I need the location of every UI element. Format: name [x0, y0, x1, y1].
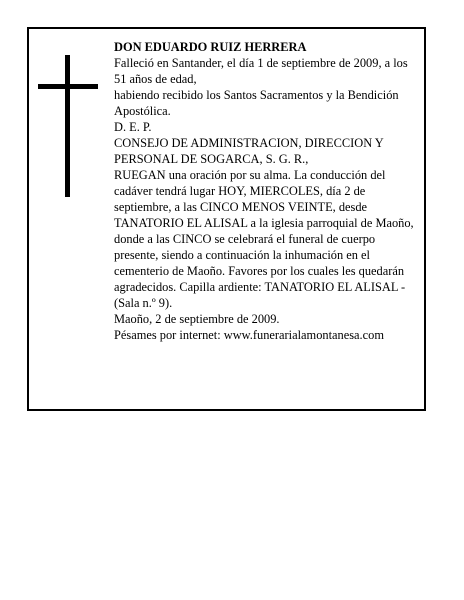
condolences-line: Pésames por internet: www.funerarialamontanesa.com: [114, 328, 384, 342]
obituary-text: [114, 39, 420, 343]
rip-text: D. E. P.: [114, 120, 152, 134]
company-name: CONSEJO DE ADMINISTRACION, DIRECCION Y PERSONAL DE SOGARCA, S. G. R.,: [114, 136, 384, 166]
cross-vertical-bar: [65, 55, 70, 197]
deceased-name: DON EDUARDO RUIZ HERRERA: [114, 40, 307, 54]
date-line: Maoño, 2 de septiembre de 2009.: [114, 312, 280, 326]
cross-icon: [38, 55, 98, 197]
cross-horizontal-bar: [38, 84, 98, 89]
death-info: Falleció en Santander, el día 1 de septiembre de 2009, a los 51 años de edad,: [114, 56, 408, 86]
sacraments-text: habiendo recibido los Santos Sacramentos y la Bendición Apostólica.: [114, 88, 399, 118]
funeral-details: RUEGAN una oración por su alma. La conducción del cadáver tendrá lugar HOY, MIERCOLES, día 2 de septiembre, a las CINCO MENOS VEINTE, desde TANATORIO EL ALISAL a la iglesia parroquial de Maoño, donde a las CINCO se celebrará el funeral de cuerpo presente, siendo a continuación la inhumación en el cementerio de Maoño. Favores por los cuales les quedarán agradecidos. Capilla ardiente: TANATORIO EL ALISAL - (Sala n.º 9).: [114, 168, 414, 310]
